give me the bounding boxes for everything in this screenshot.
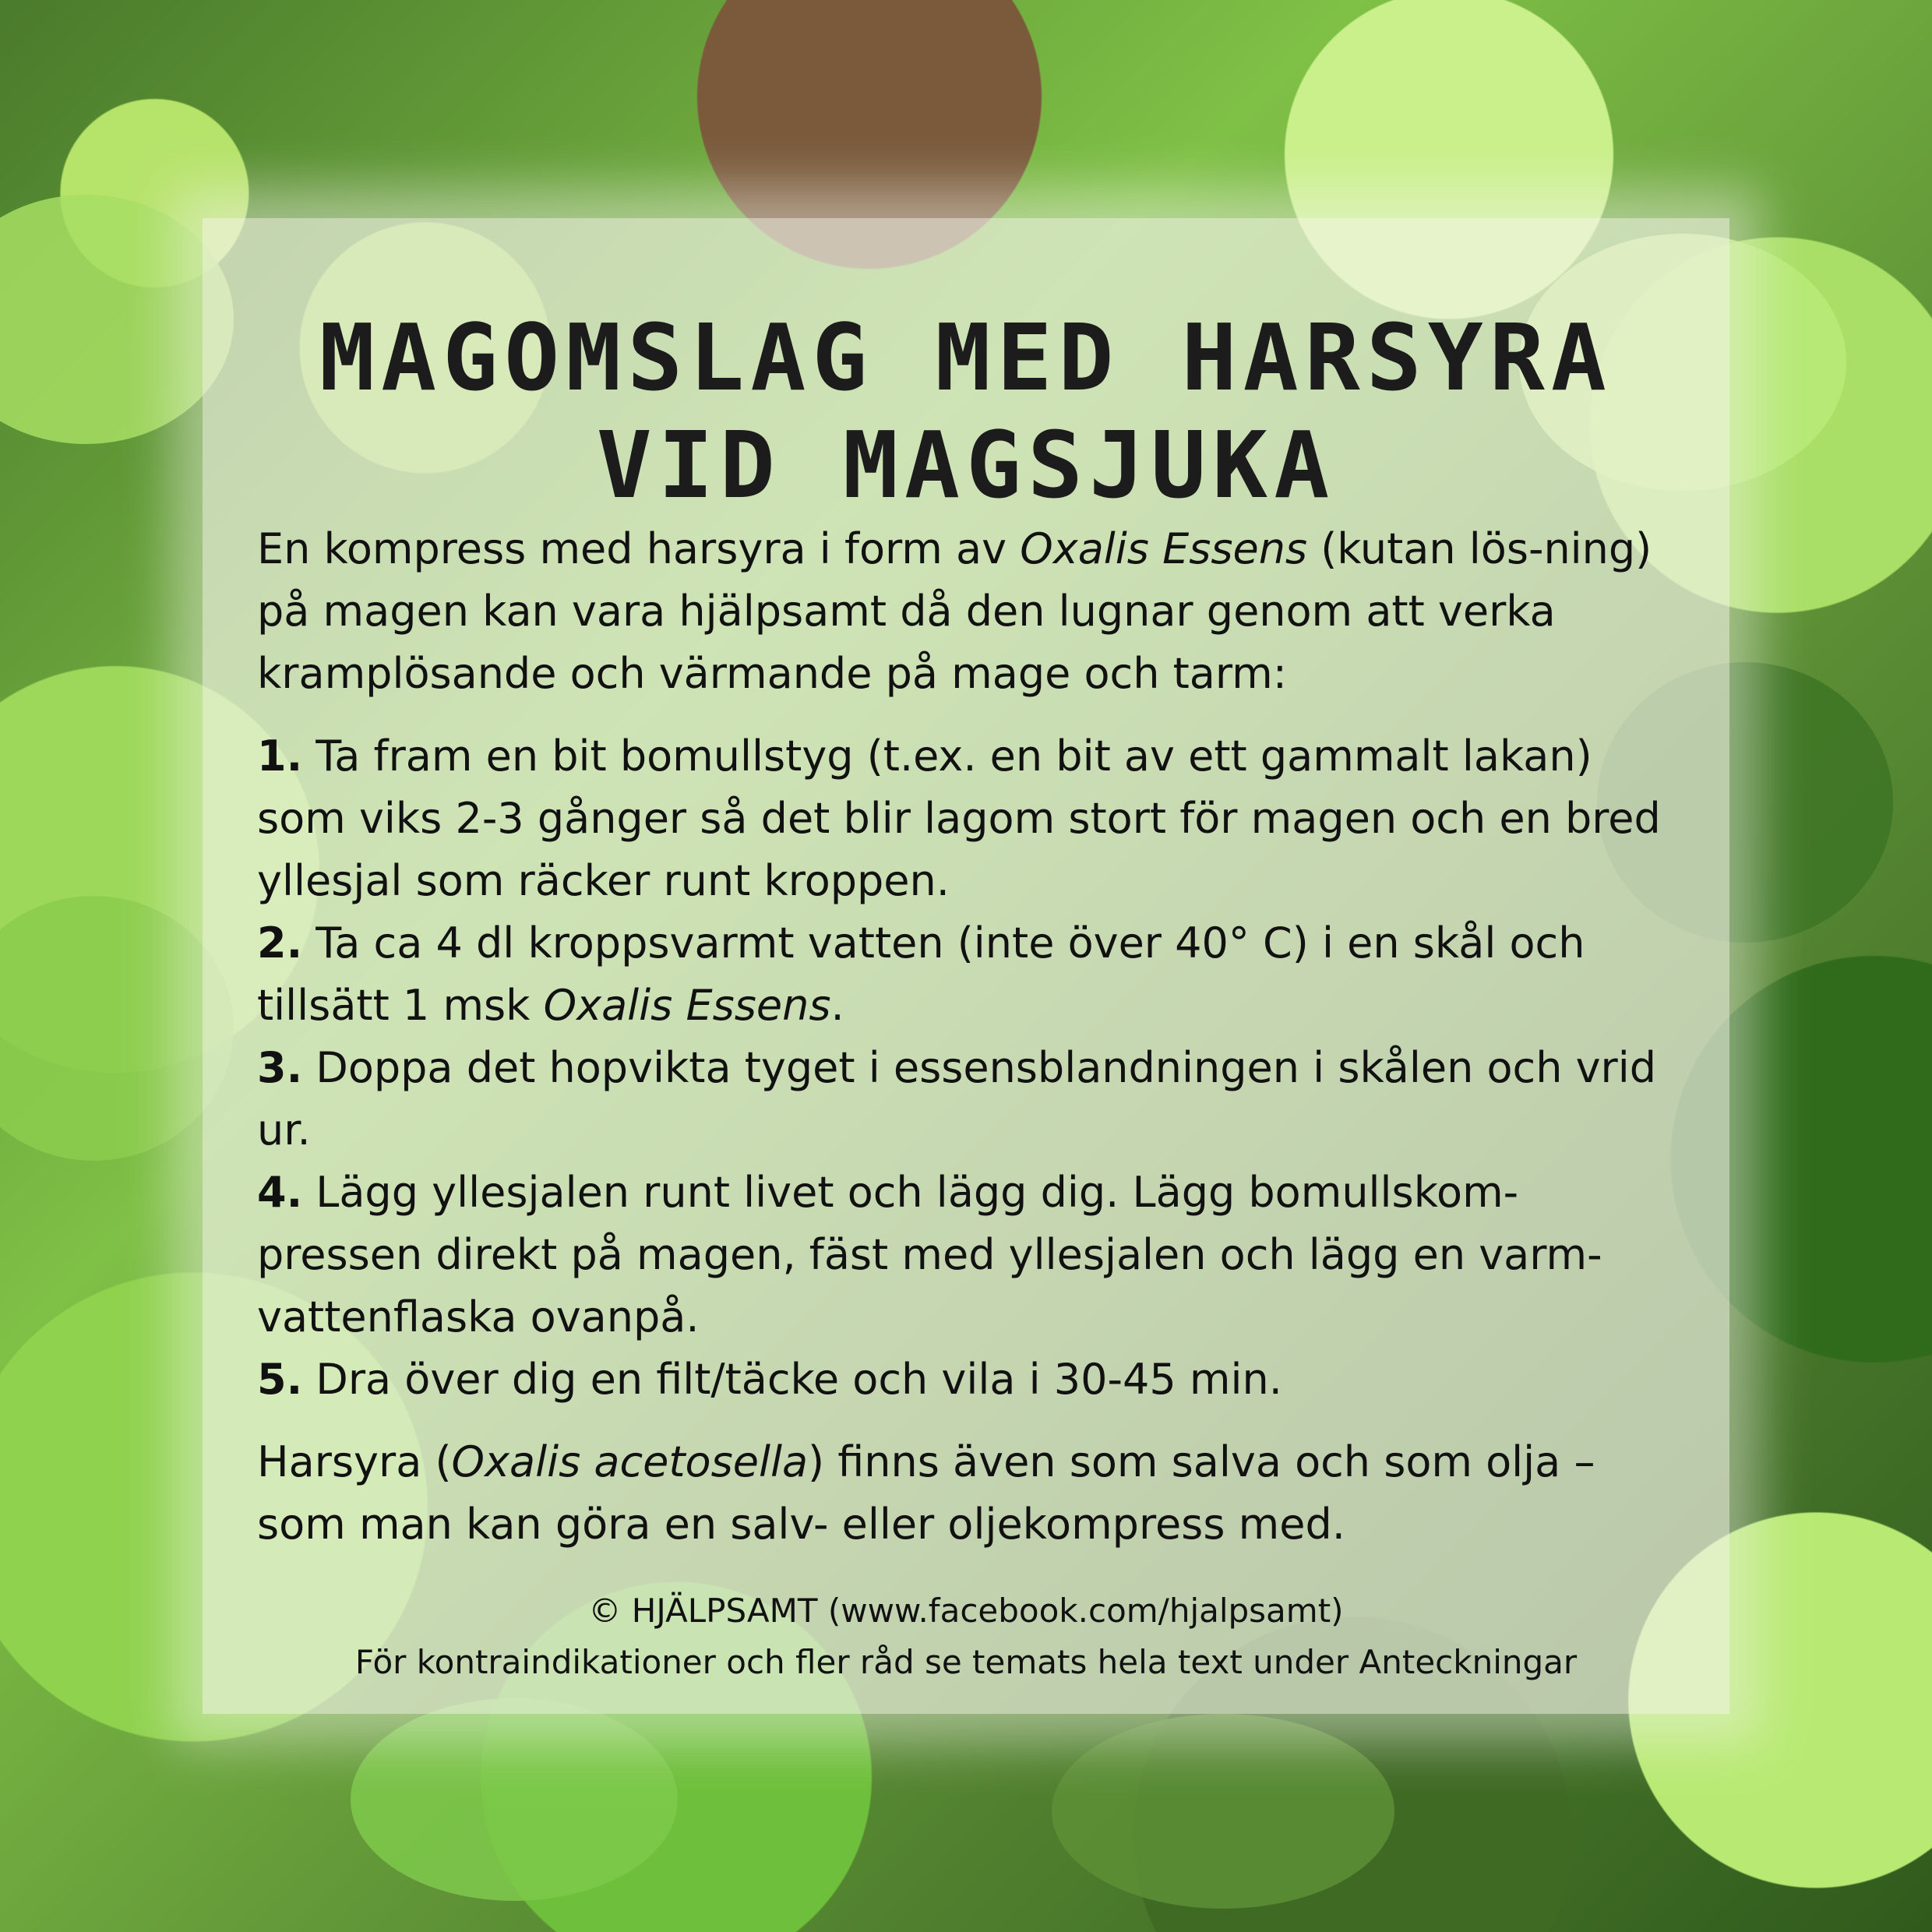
background-clover-leaf [351, 1698, 678, 1901]
step-text: Doppa det hopvikta tyget i essensblandningen i skålen och vrid ur. [257, 1043, 1657, 1155]
background-clover-leaf [0, 896, 234, 1161]
step-number: 1. [257, 732, 303, 781]
intro-text-start: En kompress med harsyra i form av [257, 524, 1021, 573]
title-line-2: VID MAGSJUKA [596, 411, 1336, 519]
step-item [257, 725, 1683, 912]
step-number: 4. [257, 1168, 303, 1217]
outro-text-end: ) finns även som salva och som olja – som man kan göra en salv- eller oljekompress med. [257, 1437, 1595, 1549]
step-item [257, 1349, 1683, 1411]
instructions-body [257, 518, 1683, 1556]
step-text: Ta fram en bit bomullstyg (t.ex. en bit av ett gammalt lakan) som viks 2-3 gånger så det blir lagom stort för magen och en bred yllesjal som räcker runt kroppen. [257, 732, 1661, 905]
step-item [257, 912, 1683, 1037]
step-number: 2. [257, 918, 303, 968]
copyright-text: © HJÄLPSAMT (www.facebook.com/hjalpsamt) [588, 1592, 1344, 1630]
intro-product-name: Oxalis Essens [1020, 524, 1308, 573]
outro-latin-name: Oxalis acetosella [451, 1437, 809, 1486]
title-line-1: MAGOMSLAG MED HARSYRA [319, 304, 1613, 411]
background-clover-leaf [1052, 1714, 1394, 1909]
footer [203, 1585, 1729, 1688]
step-item [257, 1037, 1683, 1162]
step-text: Lägg yllesjalen runt livet och lägg dig. Lägg bomullskom-pressen direkt på magen, fäst med yllesjalen och lägg en varm-vattenflaska ovanpå. [257, 1168, 1602, 1341]
outro-paragraph [257, 1431, 1683, 1556]
step-number: 3. [257, 1043, 303, 1092]
step-item [257, 1162, 1683, 1349]
intro-text-end: (kutan lös-ning) på magen kan vara hjälpsamt då den lugnar genom att verka kramplösande och värmande på mage och tarm: [257, 524, 1652, 698]
footer-note: För kontraindikationer och fler råd se temats hela text under Anteckningar [354, 1643, 1578, 1681]
step-text-end: . [830, 981, 844, 1030]
page-title [203, 304, 1729, 519]
background-clover-leaf [0, 195, 234, 444]
step-product-name: Oxalis Essens [543, 981, 831, 1030]
step-number: 5. [257, 1355, 303, 1404]
step-text: Ta ca 4 dl kroppsvarmt vatten (inte över 40° C) i en skål och tillsätt 1 msk [257, 918, 1585, 1030]
step-text: Dra över dig en filt/täcke och vila i 30-45 min. [302, 1355, 1282, 1404]
outro-text-start: Harsyra ( [257, 1437, 452, 1486]
steps-list [257, 725, 1683, 1411]
intro-paragraph [257, 518, 1683, 705]
